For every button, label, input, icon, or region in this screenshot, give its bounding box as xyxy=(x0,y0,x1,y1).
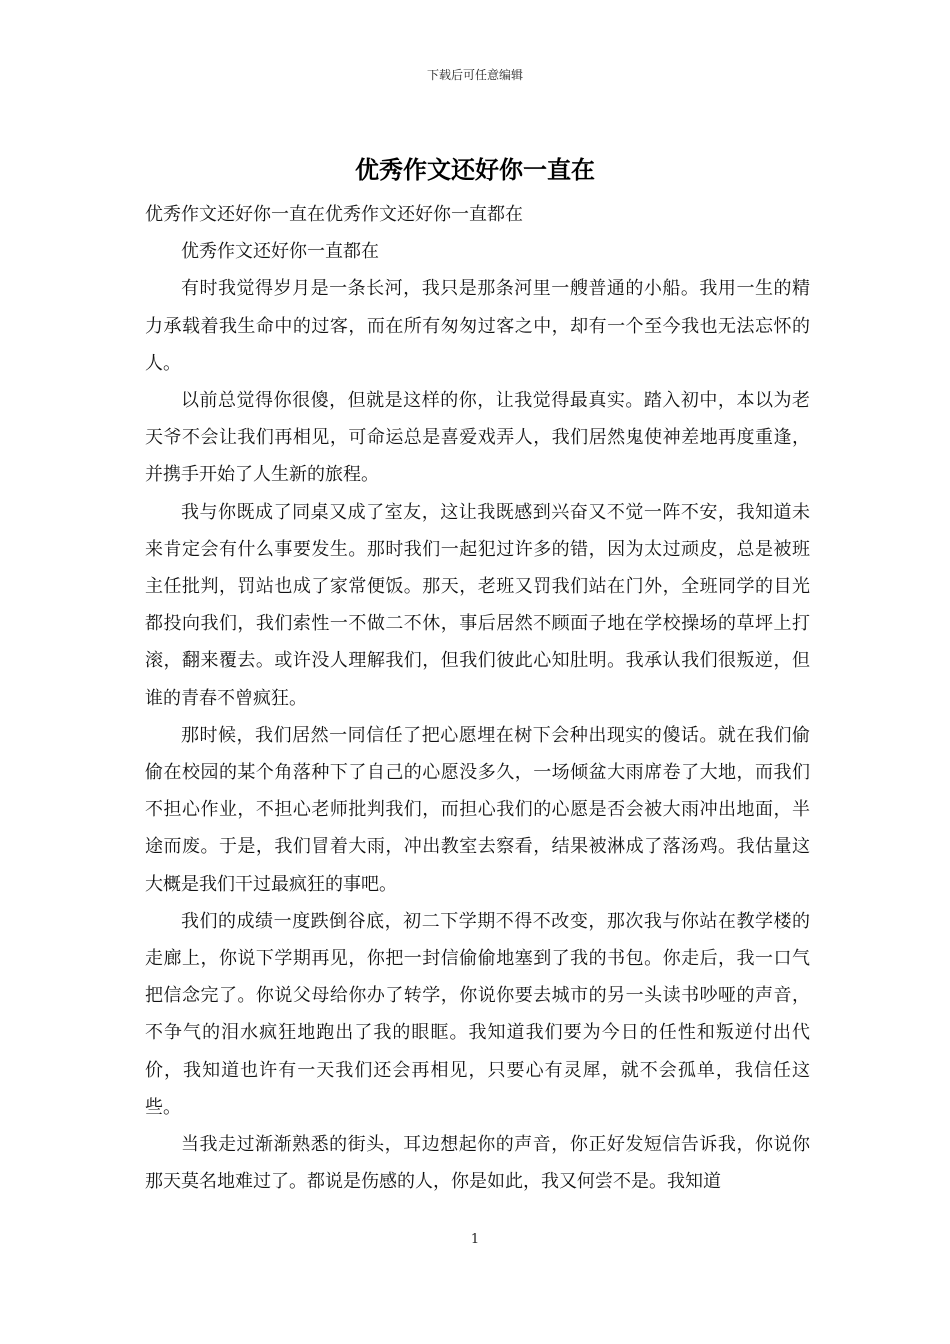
paragraph-subtitle: 优秀作文还好你一直在优秀作文还好你一直都在 xyxy=(145,204,523,225)
paragraph: 当我走过渐渐熟悉的街头，耳边想起你的声音，你正好发短信告诉我，你说你那天莫名地难过了。都说是伤感的人，你是如此，我又何尝不是。我知道 xyxy=(145,1134,810,1193)
paragraph: 我与你既成了同桌又成了室友，这让我既感到兴奋又不觉一阵不安，我知道未来肯定会有什么事要发生。那时我们一起犯过许多的错，因为太过顽皮，总是被班主任批判，罚站也成了家常便饭。那天，老班又罚我们站在门外，全班同学的目光都投向我们，我们索性一不做二不休，事后居然不顾面子地在学校操场的草坪上打滚，翻来覆去。或许没人理解我们，但我们彼此心知肚明。我承认我们很叛逆，但谁的青春不曾疯狂。 xyxy=(145,501,810,709)
paragraph: 以前总觉得你很傻，但就是这样的你，让我觉得最真实。踏入初中，本以为老天爷不会让我们再相见，可命运总是喜爱戏弄人，我们居然鬼使神差地再度重逢，并携手开始了人生新的旅程。 xyxy=(145,390,810,486)
paragraph: 那时候，我们居然一同信任了把心愿埋在树下会种出现实的傻话。就在我们偷偷在校园的某个角落种下了自己的心愿没多久，一场倾盆大雨席卷了大地，而我们不担心作业，不担心老师批判我们，而担心我们的心愿是否会被大雨冲出地面，半途而废。于是，我们冒着大雨，冲出教室去察看，结果被淋成了落汤鸡。我估量这大概是我们干过最疯狂的事吧。 xyxy=(145,724,810,895)
paragraph: 优秀作文还好你一直都在 xyxy=(181,241,379,263)
document-title: 优秀作文还好你一直在 xyxy=(355,155,595,184)
paragraph: 有时我觉得岁月是一条长河，我只是那条河里一艘普通的小船。我用一生的精力承载着我生命中的过客，而在所有匆匆过客之中，却有一个至今我也无法忘怀的人。 xyxy=(145,278,810,374)
document-body xyxy=(145,196,810,1200)
page-number: 1 xyxy=(470,1232,480,1247)
paragraph: 我们的成绩一度跌倒谷底，初二下学期不得不改变，那次我与你站在教学楼的走廊上，你说下学期再见，你把一封信偷偷地塞到了我的书包。你走后，我一口气把信念完了。你说父母给你办了转学，你说你要去城市的另一头读书吵哑的声音，不争气的泪水疯狂地跑出了我的眼眶。我知道我们要为今日的任性和叛逆付出代价，我知道也许有一天我们还会再相见，只要心有灵犀，就不会孤单，我信任这些。 xyxy=(145,910,810,1118)
page-header: 下载后可任意编辑 xyxy=(426,68,523,82)
